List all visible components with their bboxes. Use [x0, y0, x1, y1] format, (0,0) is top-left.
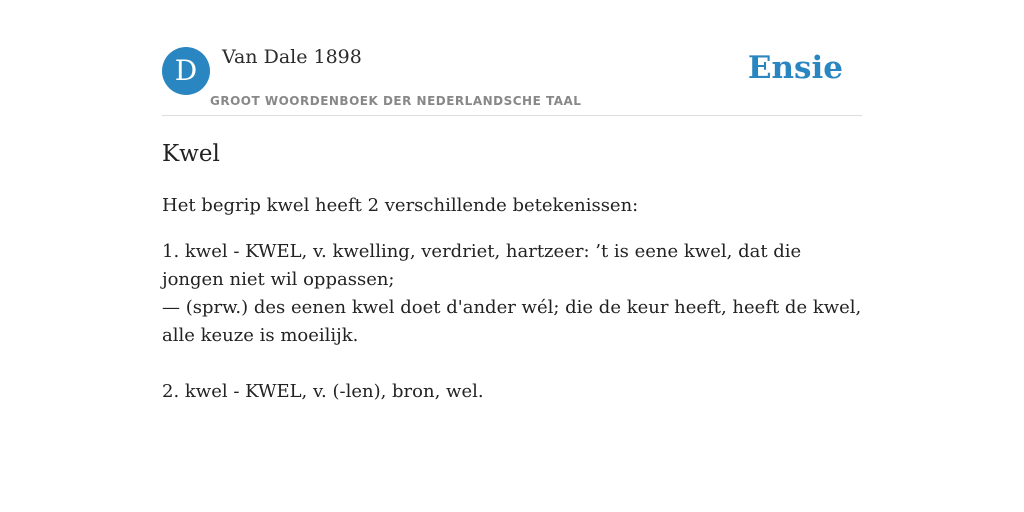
ensie-logo-link[interactable]: Ensie — [747, 50, 843, 86]
definition-1-line-1: 1. kwel - KWEL, v. kwelling, verdriet, hartzeer: ’t is eene kwel, dat die jongen niet wil oppassen; — [162, 241, 802, 290]
header — [162, 44, 862, 116]
definition-1 — [162, 238, 862, 350]
definition-2 — [162, 378, 862, 406]
definition-2-line-1: 2. kwel - KWEL, v. (-len), bron, wel. — [162, 381, 484, 402]
entry-title: Kwel — [162, 141, 220, 167]
definition-1-line-2: — (sprw.) des eenen kwel doet d'ander wél; die de keur heeft, heeft de kwel, alle keuze is moeilijk. — [162, 297, 862, 346]
source-subtitle: GROOT WOORDENBOEK DER NEDERLANDSCHE TAAL — [210, 94, 582, 108]
entry-intro: Het begrip kwel heeft 2 verschillende betekenissen: — [162, 195, 639, 216]
header-divider — [162, 115, 862, 116]
source-title[interactable]: Van Dale 1898 — [222, 46, 362, 68]
source-logo: D — [162, 47, 210, 95]
entry-content — [162, 136, 862, 406]
